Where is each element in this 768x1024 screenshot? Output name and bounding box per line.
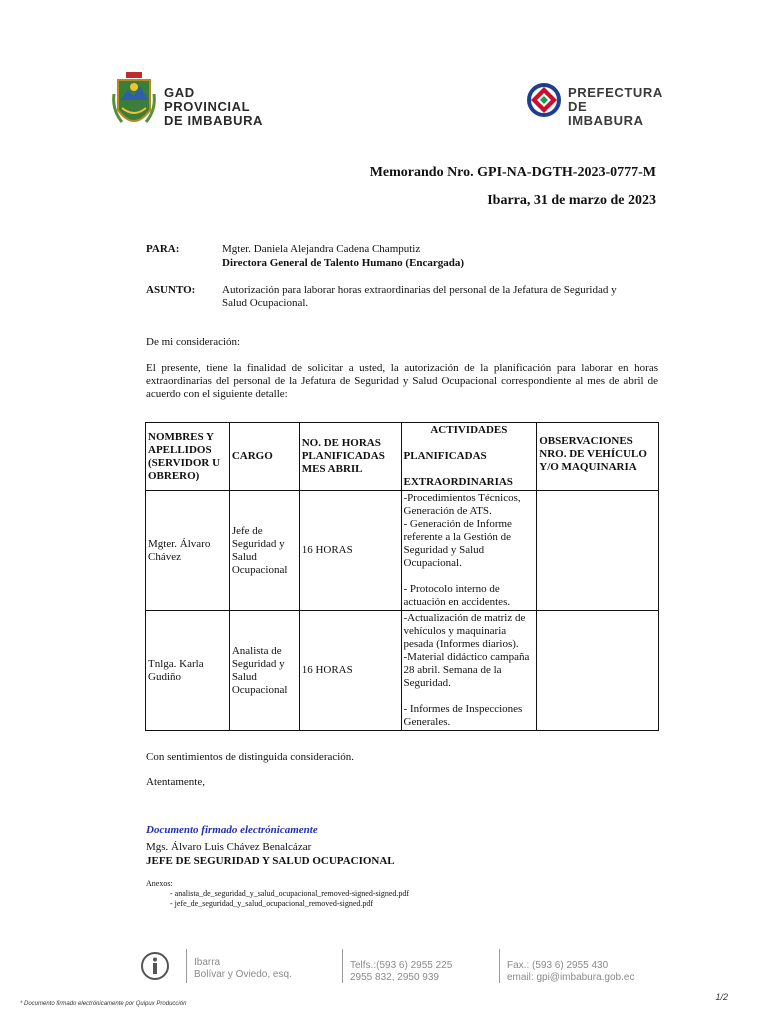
footer-divider [499,949,500,983]
prefectura-logo-line2: DE IMBABURA [568,99,644,128]
memo-date: Ibarra, 31 de marzo de 2023 [487,193,656,208]
cell-activities [401,491,537,611]
asunto-label: ASUNTO: [146,284,196,296]
page-number: 1/2 [715,992,728,1002]
activity-item: - Informes de Inspecciones Generales. [403,703,523,728]
para-label: PARA: [146,243,180,255]
asunto-text: Autorización para laborar horas extraordinarias del personal de la Jefatura de Seguridad y Salud Ocupacional. [222,284,617,309]
header-act-line1: ACTIVIDADES [430,424,508,436]
table-header-row [146,423,659,491]
recipient-title: Directora General de Talento Humano (Encargada) [222,257,465,269]
cell-activities [401,611,537,731]
info-icon [140,951,170,981]
activity-item: -Actualización de matriz de vehículos y maquinaria pesada (Informes diarios). [403,612,526,650]
recipient-name: Mgter. Daniela Alejandra Cadena Champutiz [222,243,421,255]
cell-horas: 16 HORAS [299,491,401,611]
cell-cargo: Analista de Seguridad y Salud Ocupacional [229,611,299,731]
footer-fax: Fax.: (593 6) 2955 430 [507,960,609,971]
gad-logo-line2: DE IMBABURA [164,113,264,128]
activity-item: -Procedimientos Técnicos, Generación de ATS. [403,492,521,517]
cell-horas: 16 HORAS [299,611,401,731]
quipux-footnote: * Documento firmado electrónicamente por Quipux Producción [20,1001,187,1007]
footer-divider [342,949,343,983]
footer-divider [186,949,187,983]
prefectura-logo-line1: PREFECTURA [568,85,663,100]
attachments-list [146,879,409,909]
prefectura-mark-icon [526,82,562,118]
footer-phones: Telfs.:(593 6) 2955 225 [350,960,453,971]
table-row [146,611,659,731]
gad-provincial-logo [112,70,272,134]
attachment-item[interactable]: - jefe_de_seguridad_y_salud_ocupacional_removed-signed.pdf [170,899,374,908]
table-row [146,491,659,611]
cell-name: Tnlga. Karla Gudiño [146,611,230,731]
attachments-label: Anexos: [146,879,173,888]
activity-item: -Material didáctico campaña 28 abril. Semana de la Seguridad. [403,651,530,689]
signer-title: JEFE DE SEGURIDAD Y SALUD OCUPACIONAL [146,855,395,867]
hours-detail-table [145,422,659,731]
footer-phones-extra: 2955 832, 2950 939 [350,972,439,983]
cell-name: Mgter. Álvaro Chávez [146,491,230,611]
gad-logo-line1: GAD PROVINCIAL [164,85,251,114]
closing-regards: Con sentimientos de distinguida consideración. [146,751,355,763]
cell-observaciones [537,491,659,611]
electronic-signature-note: Documento firmado electrónicamente [146,824,318,836]
footer-address-street: Bolívar y Oviedo, esq. [194,969,292,980]
memo-number: Memorando Nro. GPI-NA-DGTH-2023-0777-M [369,165,656,180]
footer-address-city: Ibarra [194,957,221,968]
activity-item: - Generación de Informe referente a la Gestión de Seguridad y Salud Ocupacional. [403,518,512,569]
activity-item: - Protocolo interno de actuación en accidentes. [403,583,511,608]
header-horas: NO. DE HORAS PLANIFICADAS MES ABRIL [299,423,401,491]
prefectura-logo [526,82,666,128]
header-actividades [401,423,537,491]
header-observaciones: OBSERVACIONES NRO. DE VEHÍCULO Y/O MAQUINARIA [537,423,659,491]
closing-sincerely: Atentamente, [146,776,205,788]
body-paragraph: El presente, tiene la finalidad de solicitar a usted, la autorización de la planificación para laborar en horas extraordinarias del personal de la Jefatura de Seguridad y Salud Ocupacional correspondiente al mes de abril de acuerdo con el siguiente detalle: [146,362,658,400]
attachment-item[interactable]: - analista_de_seguridad_y_salud_ocupacional_removed-signed-signed.pdf [170,889,410,898]
header-act-line3: EXTRAORDINARIAS [403,476,513,488]
header-name: NOMBRES Y APELLIDOS (SERVIDOR U OBRERO) [146,423,230,491]
coat-of-arms-icon [112,70,156,134]
page-footer [0,935,768,995]
header-act-line2: PLANIFICADAS [403,450,487,462]
header-cargo: CARGO [229,423,299,491]
footer-email[interactable]: email: gpi@imbabura.gob.ec [507,972,635,983]
greeting: De mi consideración: [146,336,241,348]
cell-observaciones [537,611,659,731]
signer-name: Mgs. Álvaro Luis Chávez Benalcázar [146,841,312,853]
cell-cargo: Jefe de Seguridad y Salud Ocupacional [229,491,299,611]
